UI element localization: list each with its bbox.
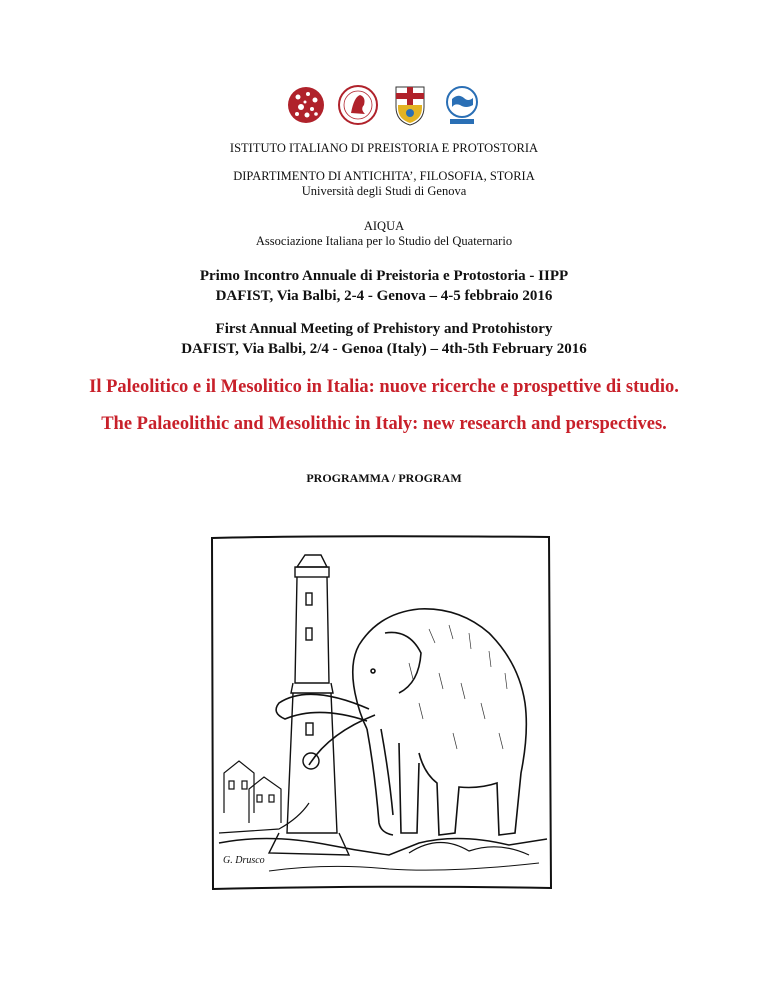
theme-title-en: The Palaeolithic and Mesolithic in Italy: new research and perspectives. — [101, 414, 667, 434]
university-name: Università degli Studi di Genova — [301, 184, 467, 198]
aiqua-logo-icon — [440, 83, 484, 127]
mammoth-lighthouse-illustration — [209, 533, 555, 891]
program-label: PROGRAMMA / PROGRAM — [306, 471, 462, 485]
meeting-venue-en: DAFIST, Via Balbi, 2/4 - Genoa (Italy) – 4th-5th February 2016 — [181, 341, 587, 357]
illustration-signature: G. Drusco — [223, 855, 265, 866]
genova-shield-icon — [388, 83, 432, 127]
institute-name: ISTITUTO ITALIANO DI PREISTORIA E PROTOSTORIA — [229, 141, 539, 155]
association-acronym: AIQUA — [363, 219, 405, 233]
logo-row — [0, 83, 768, 127]
meeting-title-en: First Annual Meeting of Prehistory and Protohistory — [215, 321, 553, 337]
department-name: DIPARTIMENTO DI ANTICHITA’, FILOSOFIA, STORIA — [233, 169, 535, 183]
theme-title-it: Il Paleolitico e il Mesolitico in Italia: nuove ricerche e prospettive di studio. — [89, 377, 679, 397]
unige-seal-icon — [336, 83, 380, 127]
iipp-logo-icon — [284, 83, 328, 127]
meeting-title-it: Primo Incontro Annuale di Preistoria e Protostoria - IIPP — [199, 268, 569, 284]
meeting-venue-it: DAFIST, Via Balbi, 2-4 - Genova – 4-5 febbraio 2016 — [215, 288, 553, 304]
association-name: Associazione Italiana per lo Studio del Quaternario — [255, 234, 513, 248]
